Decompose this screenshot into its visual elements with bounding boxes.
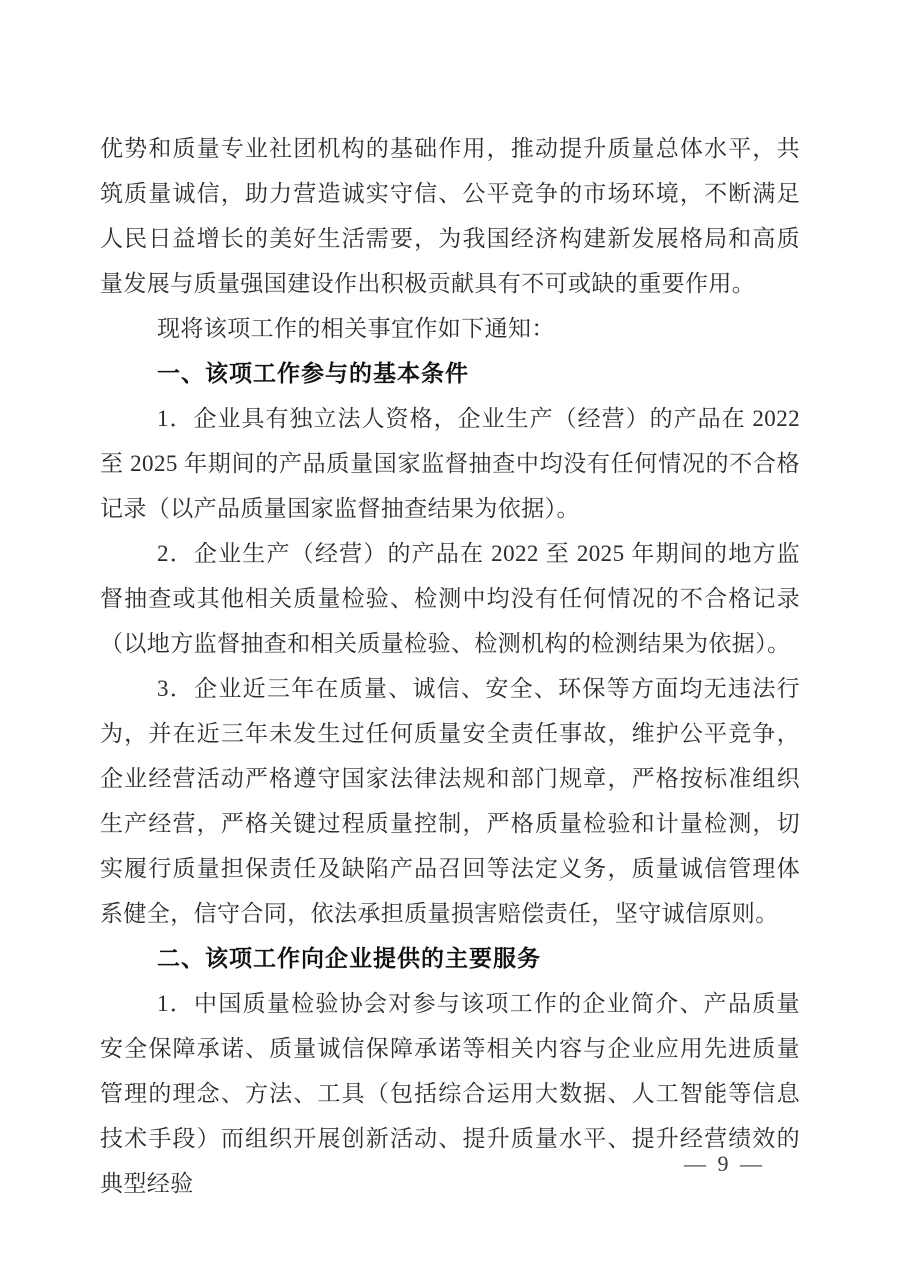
page-number: — 9 — — [684, 1151, 765, 1176]
document-page — [100, 126, 800, 1206]
section-1-item-3: 3．企业近三年在质量、诚信、安全、环保等方面均无违法行为，并在近三年未发生过任何质量安全责任事故，维护公平竞争，企业经营活动严格遵守国家法律法规和部门规章，严格按标准组织生产经营，严格关键过程质量控制，严格质量检验和计量检测，切实履行质量担保责任及缺陷产品召回等法定义务，质量诚信管理体系健全，信守合同，依法承担质量损害赔偿责任，坚守诚信原则。 — [100, 676, 800, 926]
section-1-item-2: 2．企业生产（经营）的产品在 2022 至 2025 年期间的地方监督抽查或其他相关质量检验、检测中均没有任何情况的不合格记录（以地方监督抽查和相关质量检验、检测机构的检测结果为依据）。 — [100, 541, 800, 656]
section-heading-1: 一、该项工作参与的基本条件 — [157, 360, 469, 386]
section-2-item-1: 1．中国质量检验协会对参与该项工作的企业简介、产品质量安全保障承诺、质量诚信保障承诺等相关内容与企业应用先进质量管理的理念、方法、工具（包括综合运用大数据、人工智能等信息技术手段）而组织开展创新活动、提升质量水平、提升经营绩效的典型经验 — [100, 991, 800, 1196]
paragraph-notice-intro: 现将该项工作的相关事宜作如下通知： — [157, 316, 555, 341]
section-1-item-1: 1．企业具有独立法人资格，企业生产（经营）的产品在 2022 至 2025 年期间的产品质量国家监督抽查中均没有任何情况的不合格记录（以产品质量国家监督抽查结果为依据）。 — [100, 406, 800, 521]
paragraph-opening-continuation: 优势和质量专业社团机构的基础作用，推动提升质量总体水平，共筑质量诚信，助力营造诚实守信、公平竞争的市场环境，不断满足人民日益增长的美好生活需要，为我国经济构建新发展格局和高质量发展与质量强国建设作出积极贡献具有不可或缺的重要作用。 — [100, 136, 800, 296]
section-heading-2: 二、该项工作向企业提供的主要服务 — [157, 945, 541, 971]
